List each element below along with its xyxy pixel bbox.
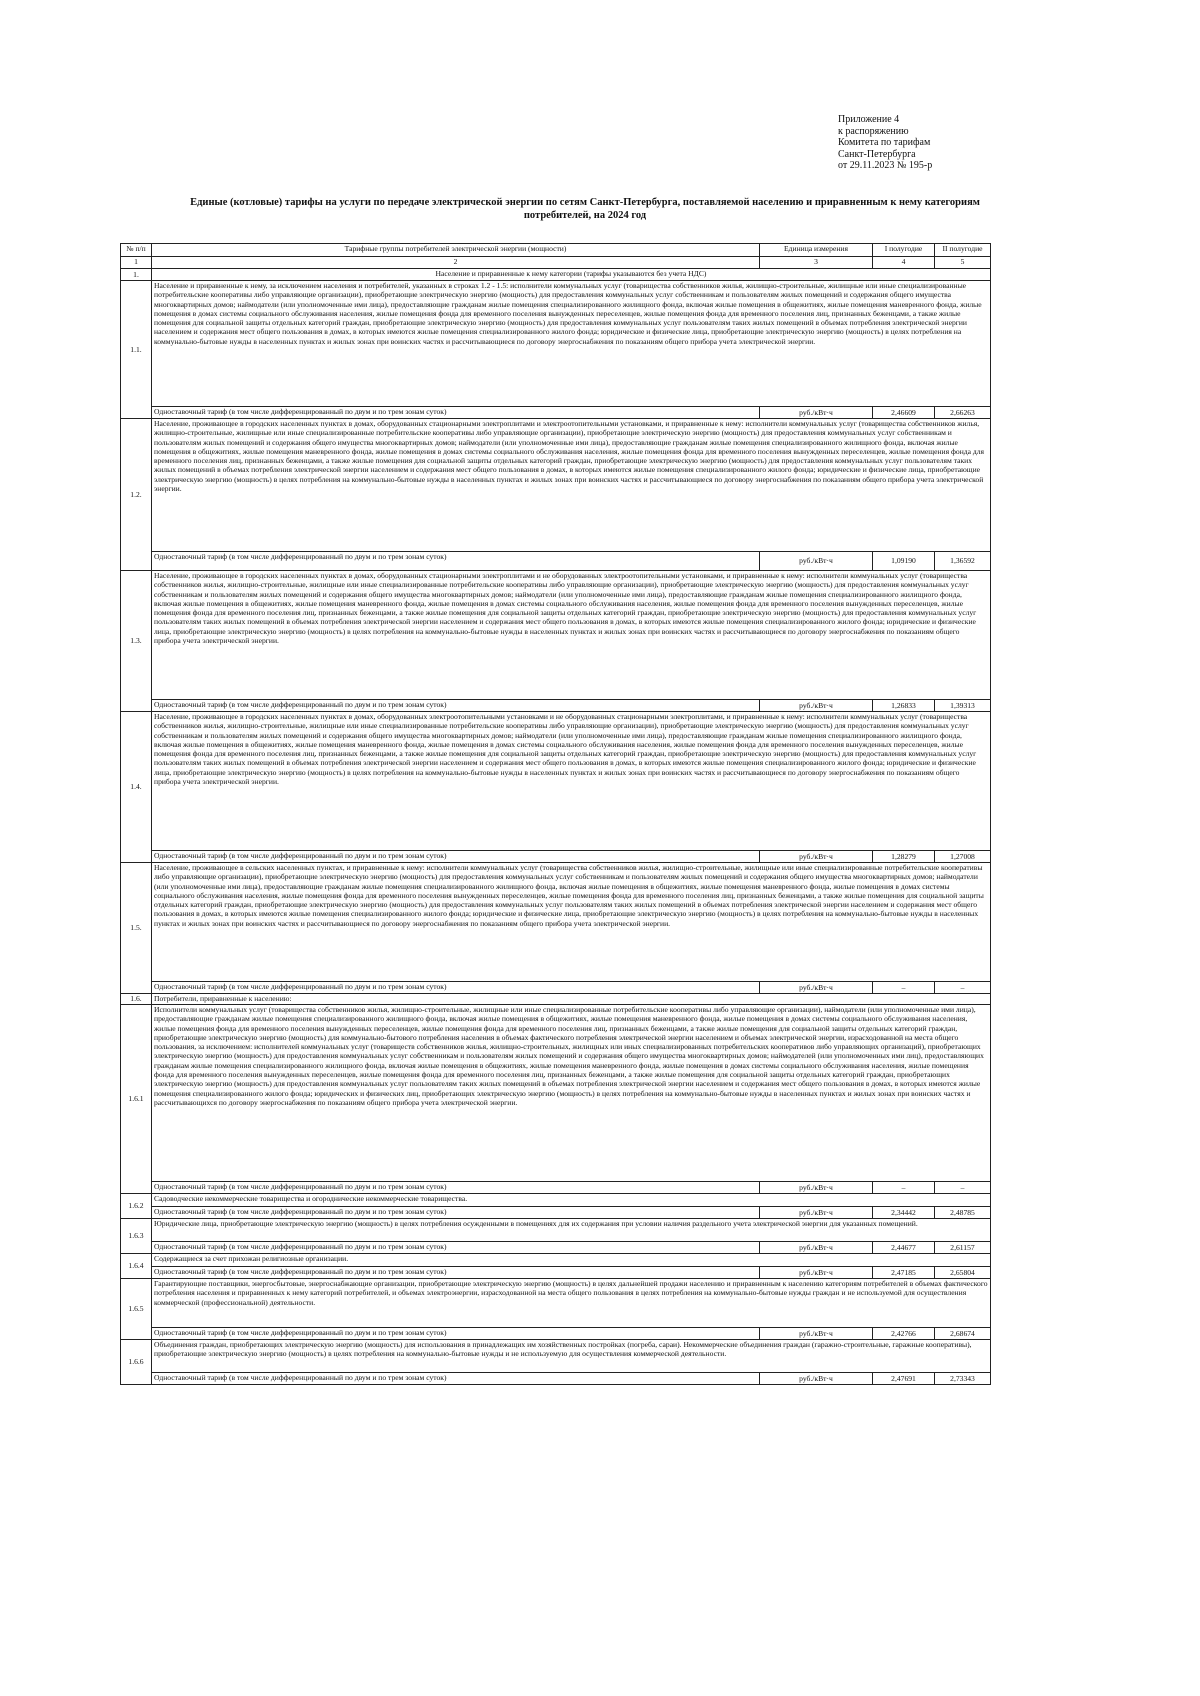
header-name: Тарифные группы потребителей электрической энергии (мощности) xyxy=(152,244,760,257)
tariff-label: Одноставочный тариф (в том числе дифференцированный по двум и по трем зонам суток) xyxy=(152,407,760,419)
tariff-label: Одноставочный тариф (в том числе дифференцированный по двум и по трем зонам суток) xyxy=(152,1182,760,1194)
tariff-label: Одноставочный тариф (в том числе дифференцированный по двум и по трем зонам суток) xyxy=(152,851,760,863)
appendix-line: Санкт-Петербурга xyxy=(838,148,916,160)
header-row xyxy=(121,244,991,257)
tariff-row xyxy=(121,982,991,994)
value-half2: 1,27008 xyxy=(935,851,991,863)
row-number: 1.6.3 xyxy=(121,1219,152,1254)
row-description: Исполнители коммунальных услуг (товарищества собственников жилья, жилищно-строительные, жилищные или иные специализированные потребительские кооперативы либо управляющие организации), наймодатели (или уполномоченные ими лица), предоставляющие гражданам жилые помещения специализированного жилищного фонда, включая жилые помещения в общежитиях, жилые помещения маневренного фонда, жилые помещения в домах системы социального обслуживания населения, жилые помещения фонда для временного поселения вынужденных переселенцев, жилые помещения фонда для временного поселения лиц, признанных беженцами, а также жилые помещения для социальной защиты отдельных категорий граждан, приобретающие электрическую энергию (мощность) для коммунально-бытового потребления населения в объемах фактического потребления электрической энергии населением и объемах электрической энергии, израсходованной на места общего пользования, за исключением: исполнителей коммунальных услуг (товариществ собственников жилья, жилищно-строительных, жилищных или иных специализированных потребительских кооперативов либо управляющих организаций), приобретающих электрическую энергию (мощность) для предоставления коммунальных услуг собственникам и пользователям жилых помещений и содержания общего имущества многоквартирных домов; наймодателей (или уполномоченных ими лиц), предоставляющих гражданам жилые помещения специализированного жилищного фонда, включая жилые помещения в общежитиях, жилые помещения маневренного фонда, жилые помещения в домах системы социального обслуживания населения, жилые помещения фонда для временного поселения вынужденных переселенцев, жилые помещения фонда для временного поселения лиц, признанных беженцами, а также жилые помещения для социальной защиты отдельных категорий граждан, приобретающих электрическую энергию (мощность) для предоставления коммунальных услуг пользователям таких жилых помещений в объемах потребления электрической энергии населением и содержания мест общего пользования в домах, в которых имеются жилые помещения специализированного жилого фонда; юридических и физических лиц, приобретающих электрическую энергию (мощность) в целях потребления на коммунально-бытовые нужды в населенных пунктах и жилых зонах при воинских частях и рассчитывающихся по договору энергоснабжения по показаниям общего прибора учета электрической энергии. xyxy=(152,1005,991,1182)
row-number: 1.6.2 xyxy=(121,1194,152,1219)
row-description: Гарантирующие поставщики, энергосбытовые, энергоснабжающие организации, приобретающие электрическую энергию (мощность) в целях дальнейшей продажи населению и приравненным к населению категориям потребителей в объемах фактического потребления населения и приравненных к нему категорий потребителей, и объемах электроэнергии, израсходованной на места общего пользования в целях потребления на коммунально-бытовые нужды граждан и не используемой для осуществления коммерческой (профессиональной) деятельности. xyxy=(152,1279,991,1328)
tariff-label: Одноставочный тариф (в том числе дифференцированный по двум и по трем зонам суток) xyxy=(152,1207,760,1219)
value-half2: 2,66263 xyxy=(935,407,991,419)
tariff-row xyxy=(121,1328,991,1340)
value-half2: 2,48785 xyxy=(935,1207,991,1219)
value-half1: 1,26833 xyxy=(873,700,935,712)
value-half1: 2,46609 xyxy=(873,407,935,419)
section-label: Потребители, приравненные к населению: xyxy=(152,994,991,1005)
table-row xyxy=(121,712,991,851)
tariff-label: Одноставочный тариф (в том числе дифференцированный по двум и по трем зонам суток) xyxy=(152,1328,760,1340)
section-label: Население и приравненные к нему категории (тарифы указываются без учета НДС) xyxy=(152,269,991,281)
unit-cell: руб./кВт·ч xyxy=(760,1328,873,1340)
value-half1: – xyxy=(873,982,935,994)
header-half1: I полугодие xyxy=(873,244,935,257)
row-number: 1.3. xyxy=(121,571,152,712)
row-number: 1.6.4 xyxy=(121,1254,152,1279)
index-cell: 4 xyxy=(873,257,935,269)
tariff-label: Одноставочный тариф (в том числе дифференцированный по двум и по трем зонам суток) xyxy=(152,1242,760,1254)
tariff-row xyxy=(121,1182,991,1194)
tariff-label: Одноставочный тариф (в том числе дифференцированный по двум и по трем зонам суток) xyxy=(152,982,760,994)
row-number: 1.2. xyxy=(121,419,152,571)
row-number: 1. xyxy=(121,269,152,281)
unit-cell: руб./кВт·ч xyxy=(760,982,873,994)
value-half2: – xyxy=(935,1182,991,1194)
appendix-line: Комитета по тарифам xyxy=(838,137,931,148)
value-half1: 2,34442 xyxy=(873,1207,935,1219)
table-row xyxy=(121,1279,991,1328)
row-description: Население, проживающее в сельских населенных пунктах, и приравненные к нему: исполнители коммунальных услуг (товарищества собственников жилья, жилищно-строительные, жилищные или иные специализированные потребительские кооперативы либо управляющие организации), приобретающие электрическую энергию (мощность) для предоставления коммунальных услуг собственникам и пользователям жилых помещений и содержания общего имущества многоквартирных домов; наймодатели (или уполномоченные ими лица), предоставляющие гражданам жилые помещения специализированного жилищного фонда, включая жилые помещения в общежитиях, жилые помещения маневренного фонда, жилые помещения в домах системы социального обслуживания населения, жилые помещения фонда для временного поселения вынужденных переселенцев, жилые помещения фонда для временного поселения лиц, признанных беженцами, а также жилые помещения для социальной защиты отдельных категорий граждан, приобретающие электрическую энергию (мощность) для предоставления коммунальных услуг пользователям таких жилых помещений в объемах потребления электрической энергии населением и содержания мест общего пользования в домах, в которых имеются жилые помещения специализированного жилого фонда; юридические и физические лица, приобретающие электрическую энергию (мощность) в целях потребления на коммунально-бытовые нужды в населенных пунктах и жилых зонах при воинских частях и рассчитывающиеся по договору энергоснабжения по показаниям общего прибора учета электрической энергии. xyxy=(152,863,991,982)
value-half2: 2,68674 xyxy=(935,1328,991,1340)
section-row xyxy=(121,269,991,281)
appendix-reference xyxy=(838,114,932,172)
unit-cell: руб./кВт·ч xyxy=(760,851,873,863)
value-half1: 2,47691 xyxy=(873,1373,935,1385)
tariff-table xyxy=(120,243,991,1385)
unit-cell: руб./кВт·ч xyxy=(760,1207,873,1219)
unit-cell: руб./кВт·ч xyxy=(760,700,873,712)
table-row xyxy=(121,571,991,700)
value-half1: 1,09190 xyxy=(873,552,935,571)
value-half2: 1,36592 xyxy=(935,552,991,571)
tariff-label: Одноставочный тариф (в том числе дифференцированный по двум и по трем зонам суток) xyxy=(152,552,760,571)
row-number: 1.6.6 xyxy=(121,1340,152,1385)
appendix-line: к распоряжению xyxy=(838,125,909,137)
document-title: Единые (котловые) тарифы на услуги по передаче электрической энергии по сетям Санкт-Петербурга, поставляемой населению и приравненным к нему категориям потребителей, на 2024 год xyxy=(190,197,980,221)
value-half1: 1,28279 xyxy=(873,851,935,863)
tariff-label: Одноставочный тариф (в том числе дифференцированный по двум и по трем зонам суток) xyxy=(152,700,760,712)
tariff-row xyxy=(121,1373,991,1385)
header-half2: II полугодие xyxy=(935,244,991,257)
row-description: Объединения граждан, приобретающих электрическую энергию (мощность) для использования в принадлежащих им хозяйственных постройках (погреба, сараи). Некоммерческие объединения граждан (гаражно-строительные, гаражные кооперативы), приобретающие электрическую энергию (мощность) в целях потребления на коммунально-бытовые нужды и не используемую для осуществления коммерческой деятельности. xyxy=(152,1340,991,1373)
unit-cell: руб./кВт·ч xyxy=(760,1373,873,1385)
row-description: Содержащиеся за счет прихожан религиозные организации. xyxy=(152,1254,991,1267)
value-half2: 2,65804 xyxy=(935,1267,991,1279)
table-row xyxy=(121,419,991,552)
table-row xyxy=(121,281,991,407)
section-row xyxy=(121,994,991,1005)
row-description: Население и приравненные к нему, за исключением населения и потребителей, указанных в строках 1.2 - 1.5: исполнители коммунальных услуг (товарищества собственников жилья, жилищно-строительные, жилищные или иные специализированные потребительские кооперативы либо управляющие организации), приобретающие электрическую энергию (мощность) для предоставления коммунальных услуг собственникам и пользователям жилых помещений и содержания общего имущества многоквартирных домов; наймодатели (или уполномоченные ими лица), предоставляющие гражданам жилые помещения специализированного жилищного фонда, включая жилые помещения в общежитиях, жилые помещения маневренного фонда, жилые помещения в домах системы социального обслуживания населения, жилые помещения фонда для временного поселения вынужденных переселенцев, жилые помещения фонда для временного поселения лиц, признанных беженцами, а также жилые помещения для социальной защиты отдельных категорий граждан, приобретающие электрическую энергию (мощность) для предоставления коммунальных услуг пользователям таких жилых помещений в объемах потребления электрической энергии населением и содержания мест общего пользования в домах, в которых имеются жилые помещения специализированного жилого фонда; юридические и физические лица, приобретающие электрическую энергию (мощность) в целях потребления на коммунально-бытовые нужды в населенных пунктах и жилых зонах при воинских частях и рассчитывающиеся по договору энергоснабжения по показаниям общего прибора учета электрической энергии. xyxy=(152,281,991,407)
appendix-line: Приложение 4 xyxy=(838,114,900,125)
table-row xyxy=(121,863,991,982)
unit-cell: руб./кВт·ч xyxy=(760,407,873,419)
value-half2: 2,61157 xyxy=(935,1242,991,1254)
tariff-row xyxy=(121,1242,991,1254)
row-number: 1.6. xyxy=(121,994,152,1005)
header-num: № п/п xyxy=(121,244,152,257)
tariff-row xyxy=(121,1267,991,1279)
table-row xyxy=(121,1005,991,1182)
index-cell: 1 xyxy=(121,257,152,269)
table-row xyxy=(121,1219,991,1242)
tariff-label: Одноставочный тариф (в том числе дифференцированный по двум и по трем зонам суток) xyxy=(152,1373,760,1385)
unit-cell: руб./кВт·ч xyxy=(760,1242,873,1254)
tariff-row xyxy=(121,1207,991,1219)
appendix-line: от 29.11.2023 № 195-р xyxy=(838,160,933,171)
index-cell: 2 xyxy=(152,257,760,269)
value-half2: 2,73343 xyxy=(935,1373,991,1385)
row-number: 1.4. xyxy=(121,712,152,863)
tariff-row xyxy=(121,407,991,419)
tariff-row xyxy=(121,851,991,863)
row-number: 1.6.1 xyxy=(121,1005,152,1194)
row-number: 1.5. xyxy=(121,863,152,994)
row-number: 1.6.5 xyxy=(121,1279,152,1340)
value-half2: 1,39313 xyxy=(935,700,991,712)
table-row xyxy=(121,1194,991,1207)
value-half1: 2,42766 xyxy=(873,1328,935,1340)
index-row xyxy=(121,257,991,269)
value-half1: – xyxy=(873,1182,935,1194)
value-half1: 2,47185 xyxy=(873,1267,935,1279)
table-row xyxy=(121,1254,991,1267)
row-description: Население, проживающее в городских населенных пунктах в домах, оборудованных стационарными электроплитами и не оборудованных электроотопительными установками, и приравненные к нему: исполнители коммунальных услуг (товарищества собственников жилья, жилищно-строительные, жилищные или иные специализированные потребительские кооперативы либо управляющие организации), приобретающие электрическую энергию (мощность) для предоставления коммунальных услуг собственникам и пользователям жилых помещений и содержания общего имущества многоквартирных домов; наймодатели (или уполномоченные ими лица), предоставляющие гражданам жилые помещения специализированного жилищного фонда, включая жилые помещения в общежитиях, жилые помещения маневренного фонда, жилые помещения в домах системы социального обслуживания населения, жилые помещения фонда для временного поселения вынужденных переселенцев, жилые помещения фонда для временного поселения лиц, признанных беженцами, а также жилые помещения для социальной защиты отдельных категорий граждан, приобретающие электрическую энергию (мощность) для предоставления коммунальных услуг пользователям таких жилых помещений в объемах потребления электрической энергии населением и содержания мест общего пользования в домах, в которых имеются жилые помещения специализированного жилого фонда; юридические и физические лица, приобретающие электрическую энергию (мощность) в целях потребления на коммунально-бытовые нужды в населенных пунктах и жилых зонах при воинских частях и рассчитывающиеся по договору энергоснабжения по показаниям общего прибора учета электрической энергии. xyxy=(152,571,991,700)
unit-cell: руб./кВт·ч xyxy=(760,552,873,571)
tariff-row xyxy=(121,552,991,571)
row-number: 1.1. xyxy=(121,281,152,419)
value-half1: 2,44677 xyxy=(873,1242,935,1254)
row-description: Юридические лица, приобретающие электрическую энергию (мощность) в целях потребления осужденными в помещениях для их содержания при условии наличия раздельного учета электрической энергии для указанных помещений. xyxy=(152,1219,991,1242)
header-unit: Единица измерения xyxy=(760,244,873,257)
table-row xyxy=(121,1340,991,1373)
row-description: Садоводческие некоммерческие товарищества и огороднические некоммерческие товарищества. xyxy=(152,1194,991,1207)
index-cell: 5 xyxy=(935,257,991,269)
unit-cell: руб./кВт·ч xyxy=(760,1267,873,1279)
tariff-row xyxy=(121,700,991,712)
value-half2: – xyxy=(935,982,991,994)
index-cell: 3 xyxy=(760,257,873,269)
tariff-label: Одноставочный тариф (в том числе дифференцированный по двум и по трем зонам суток) xyxy=(152,1267,760,1279)
unit-cell: руб./кВт·ч xyxy=(760,1182,873,1194)
row-description: Население, проживающее в городских населенных пунктах в домах, оборудованных стационарными электроплитами и электроотопительными установками, и приравненные к нему: исполнители коммунальных услуг (товарищества собственников жилья, жилищно-строительные, жилищные или иные специализированные потребительские кооперативы либо управляющие организации), приобретающие электрическую энергию (мощность) для предоставления коммунальных услуг собственникам и пользователям жилых помещений и содержания общего имущества многоквартирных домов; наймодатели (или уполномоченные ими лица), предоставляющие гражданам жилые помещения специализированного жилищного фонда, включая жилые помещения в общежитиях, жилые помещения маневренного фонда, жилые помещения в домах системы социального обслуживания населения, жилые помещения фонда для временного поселения вынужденных переселенцев, жилые помещения фонда для временного поселения лиц, признанных беженцами, а также жилые помещения для социальной защиты отдельных категорий граждан, приобретающие электрическую энергию (мощность) для предоставления коммунальных услуг пользователям таких жилых помещений в объемах потребления электрической энергии населением и содержания мест общего пользования в домах, в которых имеются жилые помещения специализированного жилого фонда; юридические и физические лица, приобретающие электрическую энергию (мощность) в целях потребления на коммунально-бытовые нужды в населенных пунктах и жилых зонах при воинских частях и рассчитывающиеся по договору энергоснабжения по показаниям общего прибора учета электрической энергии. xyxy=(152,419,991,552)
row-description: Население, проживающее в городских населенных пунктах в домах, оборудованных электроотопительными установками и не оборудованных стационарными электроплитами, и приравненные к нему: исполнители коммунальных услуг (товарищества собственников жилья, жилищно-строительные, жилищные или иные специализированные потребительские кооперативы либо управляющие организации), приобретающие электрическую энергию (мощность) для предоставления коммунальных услуг собственникам и пользователям жилых помещений и содержания общего имущества многоквартирных домов; наймодатели (или уполномоченные ими лица), предоставляющие гражданам жилые помещения специализированного жилищного фонда, включая жилые помещения в общежитиях, жилые помещения маневренного фонда, жилые помещения в домах системы социального обслуживания населения, жилые помещения фонда для временного поселения вынужденных переселенцев, жилые помещения фонда для временного поселения лиц, признанных беженцами, а также жилые помещения для социальной защиты отдельных категорий граждан, приобретающие электрическую энергию (мощность) для предоставления коммунальных услуг пользователям таких жилых помещений в объемах потребления электрической энергии населением и содержания мест общего пользования в домах, в которых имеются жилые помещения специализированного жилого фонда; юридические и физические лица, приобретающие электрическую энергию (мощность) в целях потребления на коммунально-бытовые нужды в населенных пунктах и жилых зонах при воинских частях и рассчитывающиеся по договору энергоснабжения по показаниям общего прибора учета электрической энергии. xyxy=(152,712,991,851)
